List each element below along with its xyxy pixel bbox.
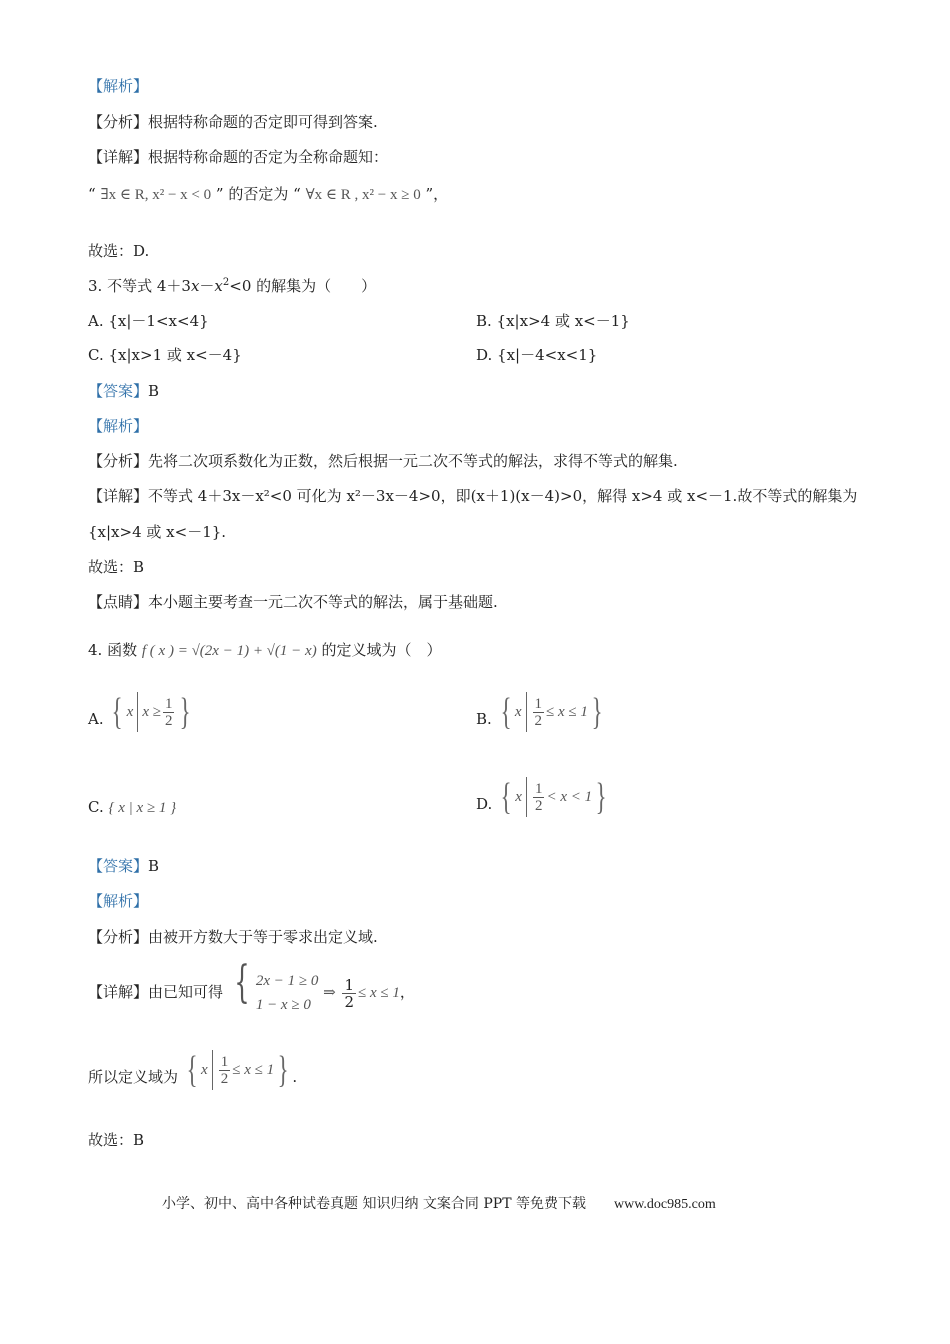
q4-period: .: [292, 1068, 298, 1086]
q4-domain-cond: ≤ x ≤ 1: [232, 1062, 275, 1078]
xiangjie-tag: 【详解】: [88, 148, 149, 166]
q4-title-prefix: 4. 函数: [88, 641, 138, 659]
q3-guxuan: [88, 557, 144, 577]
q4-option-d-frac: [533, 781, 545, 814]
q4-result-frac: [342, 977, 356, 1010]
answer-choice-line: [88, 241, 149, 261]
q3-mid: $-x^2<0$: [199, 277, 257, 295]
quote-open: “: [88, 185, 96, 203]
q3-jiexi-tag: 【解析】: [88, 417, 149, 435]
q4-jiexi: [88, 891, 148, 911]
q4-option-d-set: { x $\frac{1}{2}$ < x < 1 }: [500, 776, 607, 818]
q3-xiangjie-1: [88, 486, 857, 506]
xiangjie-text: 根据特称命题的否定为全称命题知：: [148, 148, 389, 166]
q3-option-c: [88, 345, 242, 365]
system-brace: {: [234, 957, 250, 1008]
q4-option-a-cond: x ≥: [142, 704, 161, 720]
q4-option-b-var: x: [514, 704, 522, 720]
q3-title: [88, 276, 376, 296]
q4-domain-set: { x $\frac{1}{2}$ ≤ x ≤ 1 }: [186, 1049, 289, 1091]
q4-option-b-set: { x $\frac{1}{2}$ ≤ x ≤ 1 }: [500, 691, 603, 733]
fenxi-text: 根据特称命题的否定即可得到答案.: [148, 113, 378, 131]
q4-answer-tag: 【答案】: [88, 857, 149, 875]
quote-open-2: “: [293, 185, 301, 203]
q4-option-a-frac: [163, 696, 175, 729]
frac-num: 1: [220, 1053, 229, 1070]
q3-option-d-text: D. {x|－4<x<1}: [476, 346, 598, 364]
q4-domain-frac: [219, 1054, 231, 1087]
fenxi-line: [88, 112, 378, 132]
q4-option-c-set: { x | x ≥ 1 }: [108, 800, 177, 816]
q4-option-a-var: x: [126, 704, 134, 720]
q3-jiexi: [88, 416, 148, 436]
q4-xiangjie-pre: 由已知可得: [148, 983, 224, 1001]
q4-option-b-cond: ≤ x ≤ 1: [546, 704, 588, 720]
q3-option-d: [476, 345, 597, 365]
frac-den: 2: [344, 992, 355, 1011]
frac-num: 1: [344, 975, 355, 994]
section-tag-jiexi: [88, 76, 148, 96]
q4-fenxi: [88, 927, 378, 947]
quote-close: ”: [215, 185, 224, 203]
q4-system: [256, 969, 319, 1017]
q3-title-prefix: 3. 不等式 4＋3: [88, 277, 191, 295]
page-footer: [162, 1193, 716, 1213]
q4-title: [88, 640, 442, 661]
footer-url[interactable]: www.doc985.com: [613, 1197, 716, 1212]
q3-option-a-text: A. {x|－1<x<4}: [88, 312, 209, 330]
q4-option-a: [88, 692, 195, 739]
fenxi-tag: 【分析】: [88, 113, 149, 131]
negation-line: [88, 184, 448, 205]
frac-num: 1: [534, 780, 543, 797]
q3-option-a: [88, 311, 209, 331]
q4-option-d-var: x: [515, 789, 522, 805]
q4-answer-value: B: [148, 857, 160, 875]
q4-jiexi-tag: 【解析】: [88, 892, 149, 910]
q4-option-d: [476, 777, 610, 824]
q4-fenxi-text: 由被开方数大于等于零求出定义域.: [148, 928, 378, 946]
q3-dianjing: [88, 592, 498, 612]
q3-guxuan-text: 故选：B: [88, 558, 145, 576]
q4-option-a-set: { x x ≥ $\frac{1}{2}$ }: [112, 691, 192, 733]
quote-close-2: ”，: [425, 185, 449, 203]
q3-fenxi-text: 先将二次项系数化为正数，然后根据一元二次不等式的解法，求得不等式的解集.: [148, 452, 678, 470]
q4-option-d-label: D.: [476, 795, 493, 813]
q4-domain-pre: 所以定义域为: [88, 1068, 179, 1086]
q3-dianjing-text: 本小题主要考查一元二次不等式的解法，属于基础题.: [148, 593, 498, 611]
frac-num: 1: [164, 695, 173, 712]
q3-xiangjie-2: [88, 522, 226, 542]
negation-mid-text: 的否定为: [228, 185, 289, 203]
q3-xiangjie-text-2: {x|x>4 或 x<－1}.: [88, 523, 227, 541]
q4-answer: [88, 856, 159, 876]
q3-option-b: [476, 311, 630, 331]
frac-num: 1: [534, 695, 542, 712]
q4-system-line-1: 2x − 1 ≥ 0: [255, 973, 319, 989]
q4-xiangjie-tag: 【详解】: [88, 983, 149, 1001]
xiangjie-line: [88, 147, 388, 167]
q4-result-cond: ≤ x ≤ 1: [358, 985, 400, 1001]
frac-den: 2: [220, 1070, 229, 1087]
q4-xiangjie: [88, 957, 415, 1018]
q4-comma: ，: [399, 983, 415, 1001]
q3-option-c-text: C. {x|x>1 或 x<－4}: [88, 346, 242, 364]
q4-system-line-2: 1 − x ≥ 0: [255, 997, 311, 1013]
q3-var: x: [190, 277, 200, 295]
q4-domain-var: x: [201, 1062, 208, 1078]
q3-fenxi-tag: 【分析】: [88, 452, 149, 470]
q4-guxuan-text: 故选：B: [88, 1131, 145, 1149]
q3-answer-tag: 【答案】: [88, 382, 149, 400]
q4-function: f ( x ) = √(2x − 1) + √(1 − x): [141, 643, 317, 659]
frac-den: 2: [534, 797, 543, 814]
answer-choice: 故选：D.: [88, 242, 150, 260]
q4-implies: ⇒: [323, 985, 336, 1001]
q3-option-b-text: B. {x|x>4 或 x<－1}: [476, 312, 630, 330]
q3-answer-value: B: [148, 382, 160, 400]
q3-dianjing-tag: 【点睛】: [88, 593, 149, 611]
jiexi-tag: 【解析】: [88, 77, 149, 95]
q4-option-c-label: C.: [88, 798, 104, 816]
exists-expression: ∃x ∈ R, x² − x < 0: [100, 187, 212, 203]
q4-domain: [88, 1050, 297, 1097]
q3-answer: [88, 381, 159, 401]
q3-title-rest: 的解集为（ ）: [256, 277, 377, 295]
frac-den: 2: [164, 712, 173, 729]
q4-fenxi-tag: 【分析】: [88, 928, 149, 946]
q4-guxuan: [88, 1130, 144, 1150]
q4-option-b-label: B.: [476, 710, 492, 728]
forall-expression: ∀x ∈ R , x² − x ≥ 0: [305, 187, 421, 203]
q4-option-b-frac: [533, 696, 545, 729]
q3-fenxi: [88, 451, 678, 471]
q4-title-suffix: 的定义域为（ ）: [321, 641, 442, 659]
footer-text: 小学、初中、高中各种试卷真题 知识归纳 文案合同 PPT 等免费下载: [162, 1196, 586, 1212]
q4-option-c: [88, 787, 176, 828]
q4-option-a-label: A.: [88, 710, 104, 728]
q4-option-d-cond: < x < 1: [546, 789, 593, 805]
frac-den: 2: [534, 712, 542, 729]
q4-option-b: [476, 692, 606, 739]
q3-xiangjie-text-1: 不等式 4＋3x－x²<0 可化为 x²－3x－4>0，即(x＋1)(x－4)>0，解得 x>4 或 x<－1.故不等式的解集为: [148, 487, 858, 505]
q3-xiangjie-tag: 【详解】: [88, 487, 149, 505]
